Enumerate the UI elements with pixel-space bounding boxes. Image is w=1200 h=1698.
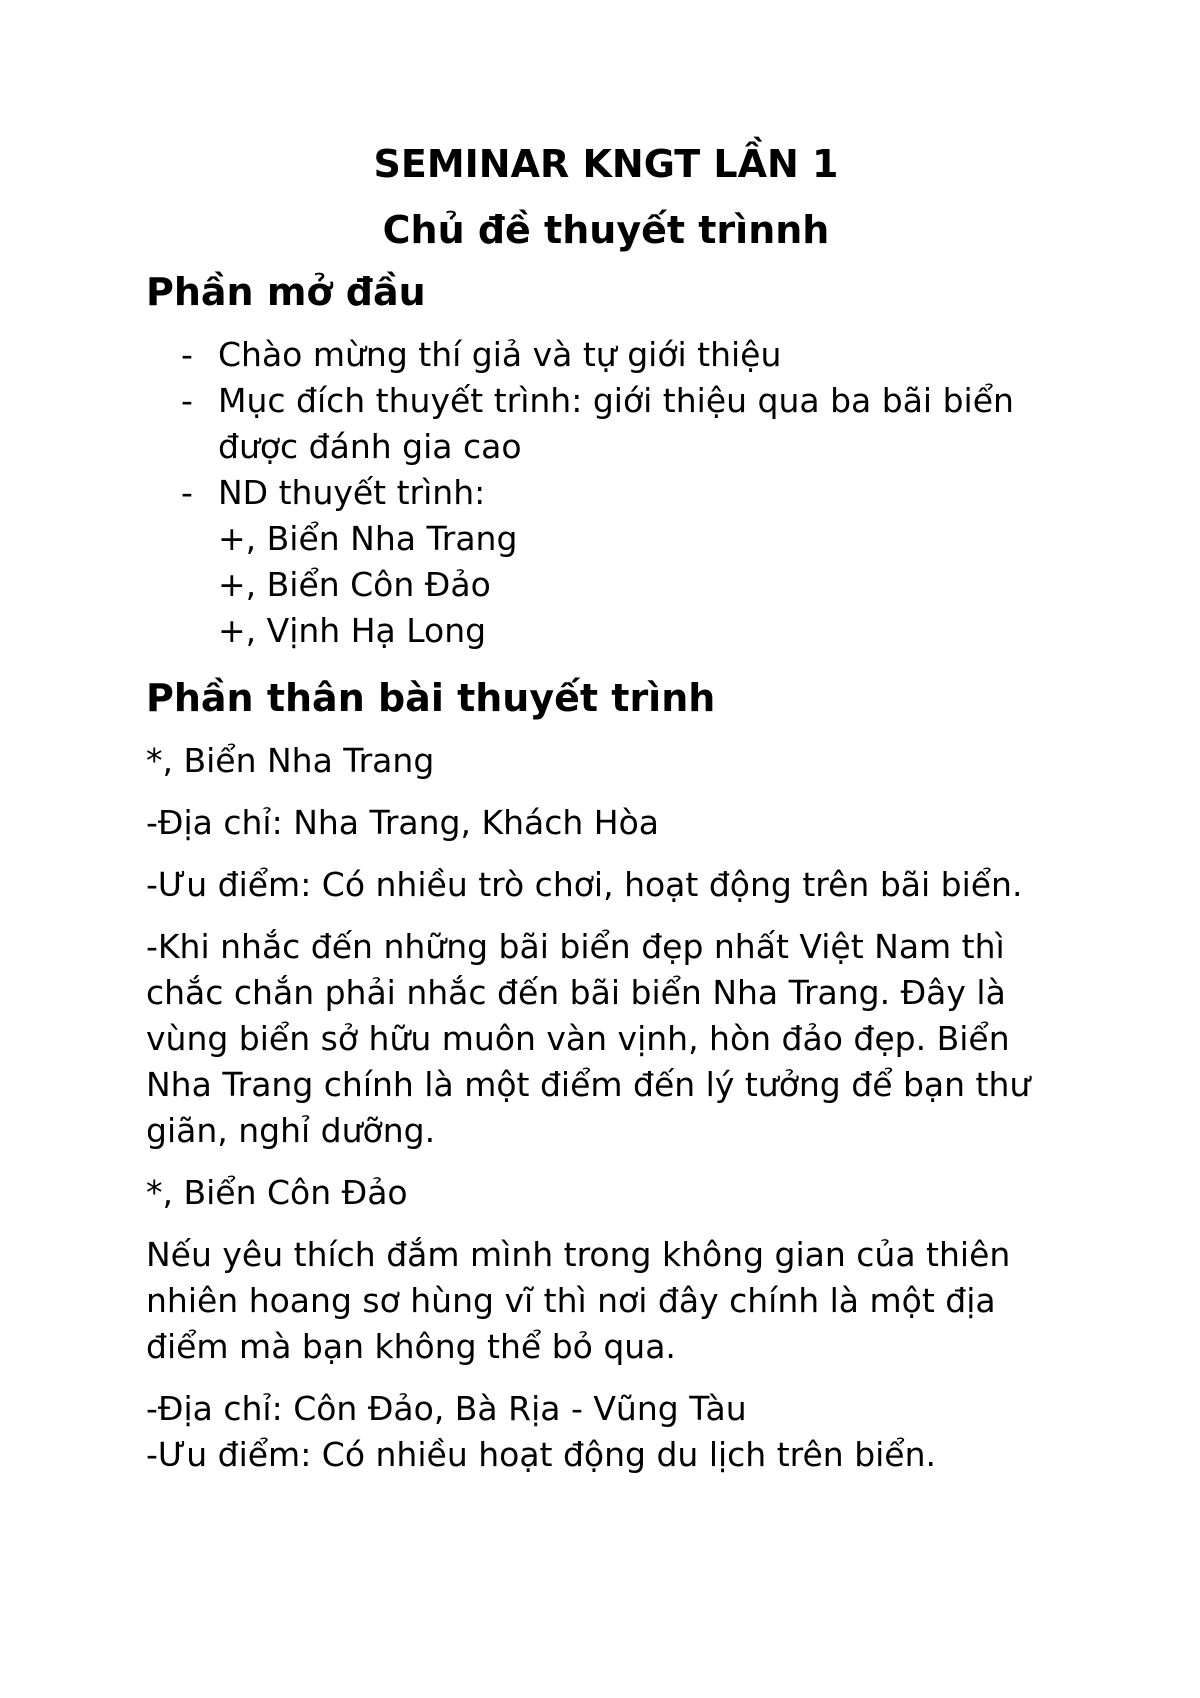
body-heading: Phần thân bài thuyết trình	[146, 676, 716, 720]
topic-sub-list	[218, 516, 1066, 654]
nha-trang-advantage: -Ưu điểm: Có nhiều trò chơi, hoạt động trên bãi biển.	[146, 865, 1023, 904]
con-dao-advantage: -Ưu điểm: Có nhiều hoạt động du lịch trên biển.	[146, 1435, 937, 1474]
bullet-marker: -	[181, 335, 193, 374]
con-dao-title: *, Biển Côn Đảo	[146, 1173, 408, 1212]
list-item: +, Biển Côn Đảo	[218, 565, 491, 604]
document-subtitle: Chủ đề thuyết trìnnh	[382, 208, 830, 252]
intro-bullet-list	[146, 332, 1066, 654]
nha-trang-title: *, Biển Nha Trang	[146, 741, 435, 780]
intro-heading: Phần mở đầu	[146, 270, 426, 314]
bullet-text: ND thuyết trình:	[218, 473, 486, 512]
nha-trang-address: -Địa chỉ: Nha Trang, Khách Hòa	[146, 803, 659, 842]
document-page	[146, 140, 1066, 1478]
list-item: +, Biển Nha Trang	[218, 519, 518, 558]
con-dao-address: -Địa chỉ: Côn Đảo, Bà Rịa - Vũng Tàu	[146, 1389, 747, 1428]
list-item	[146, 378, 1066, 470]
list-item	[146, 470, 1066, 654]
document-title: SEMINAR KNGT LẦN 1	[373, 142, 839, 186]
nha-trang-description: -Khi nhắc đến những bãi biển đẹp nhất Việt Nam thì chắc chắn phải nhắc đến bãi biển Nha Trang. Đây là vùng biển sở hữu muôn vàn vịnh, hòn đảo đẹp. Biển Nha Trang chính là một điểm đến lý tưởng để bạn thư giãn, nghỉ dưỡng.	[146, 927, 1031, 1150]
list-item	[146, 332, 1066, 378]
bullet-marker: -	[181, 381, 193, 420]
bullet-text: Mục đích thuyết trình: giới thiệu qua ba bãi biển được đánh gia cao	[218, 381, 1014, 466]
con-dao-description: Nếu yêu thích đắm mình trong không gian của thiên nhiên hoang sơ hùng vĩ thì nơi đây chính là một địa điểm mà bạn không thể bỏ qua.	[146, 1235, 1011, 1366]
bullet-marker: -	[181, 473, 193, 512]
list-item: +, Vịnh Hạ Long	[218, 611, 487, 650]
bullet-text: Chào mừng thí giả và tự giới thiệu	[218, 335, 782, 374]
